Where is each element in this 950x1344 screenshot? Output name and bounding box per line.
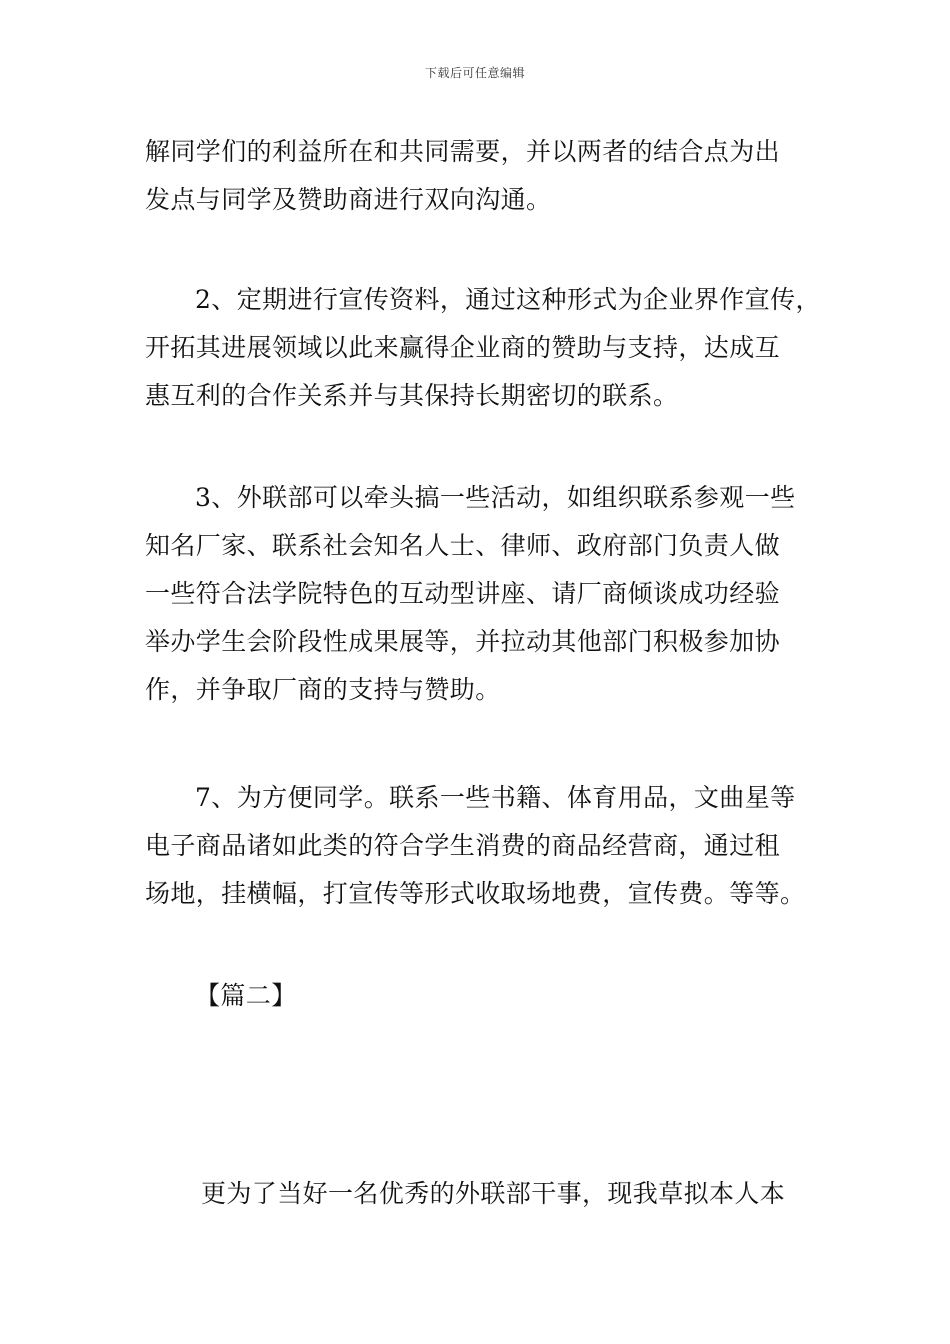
section-title-text: 【篇二】 <box>195 981 297 1010</box>
paragraph-5 <box>145 1170 825 1218</box>
text-line: 解同学们的利益所在和共同需要，并以两者的结合点为出 <box>145 137 781 166</box>
text-line: 发点与同学及赞助商进行双向沟通。 <box>145 185 552 214</box>
text-line: 电子商品诸如此类的符合学生消费的商品经营商，通过租 <box>145 831 781 860</box>
text-line: 7、为方便同学。联系一些书籍、体育用品，文曲星等 <box>195 783 796 812</box>
paragraph-1 <box>145 128 825 224</box>
text-line: 一些符合法学院特色的互动型讲座、请厂商倾谈成功经验 <box>145 579 781 608</box>
text-line: 场地，挂横幅，打宣传等形式收取场地费，宣传费。等等。 <box>145 879 806 908</box>
paragraph-3 <box>145 474 825 714</box>
paragraph-2 <box>145 276 825 420</box>
text-line: 2、定期进行宣传资料，通过这种形式为企业界作宣传， <box>195 285 821 314</box>
text-line: 惠互利的合作关系并与其保持长期密切的联系。 <box>145 381 679 410</box>
text-line: 开拓其进展领域以此来赢得企业商的赞助与支持，达成互 <box>145 333 781 362</box>
section-title <box>145 972 825 1020</box>
text-line: 举办学生会阶段性成果展等，并拉动其他部门积极参加协 <box>145 627 781 656</box>
text-line: 作，并争取厂商的支持与赞助。 <box>145 675 501 704</box>
paragraph-4 <box>145 774 825 918</box>
text-line: 3、外联部可以牵头搞一些活动，如组织联系参观一些 <box>195 483 796 512</box>
text-line: 更为了当好一名优秀的外联部干事，现我草拟本人本 <box>201 1179 786 1208</box>
header-note: 下载后可任意编辑 <box>424 66 525 80</box>
text-line: 知名厂家、联系社会知名人士、律师、政府部门负责人做 <box>145 531 781 560</box>
